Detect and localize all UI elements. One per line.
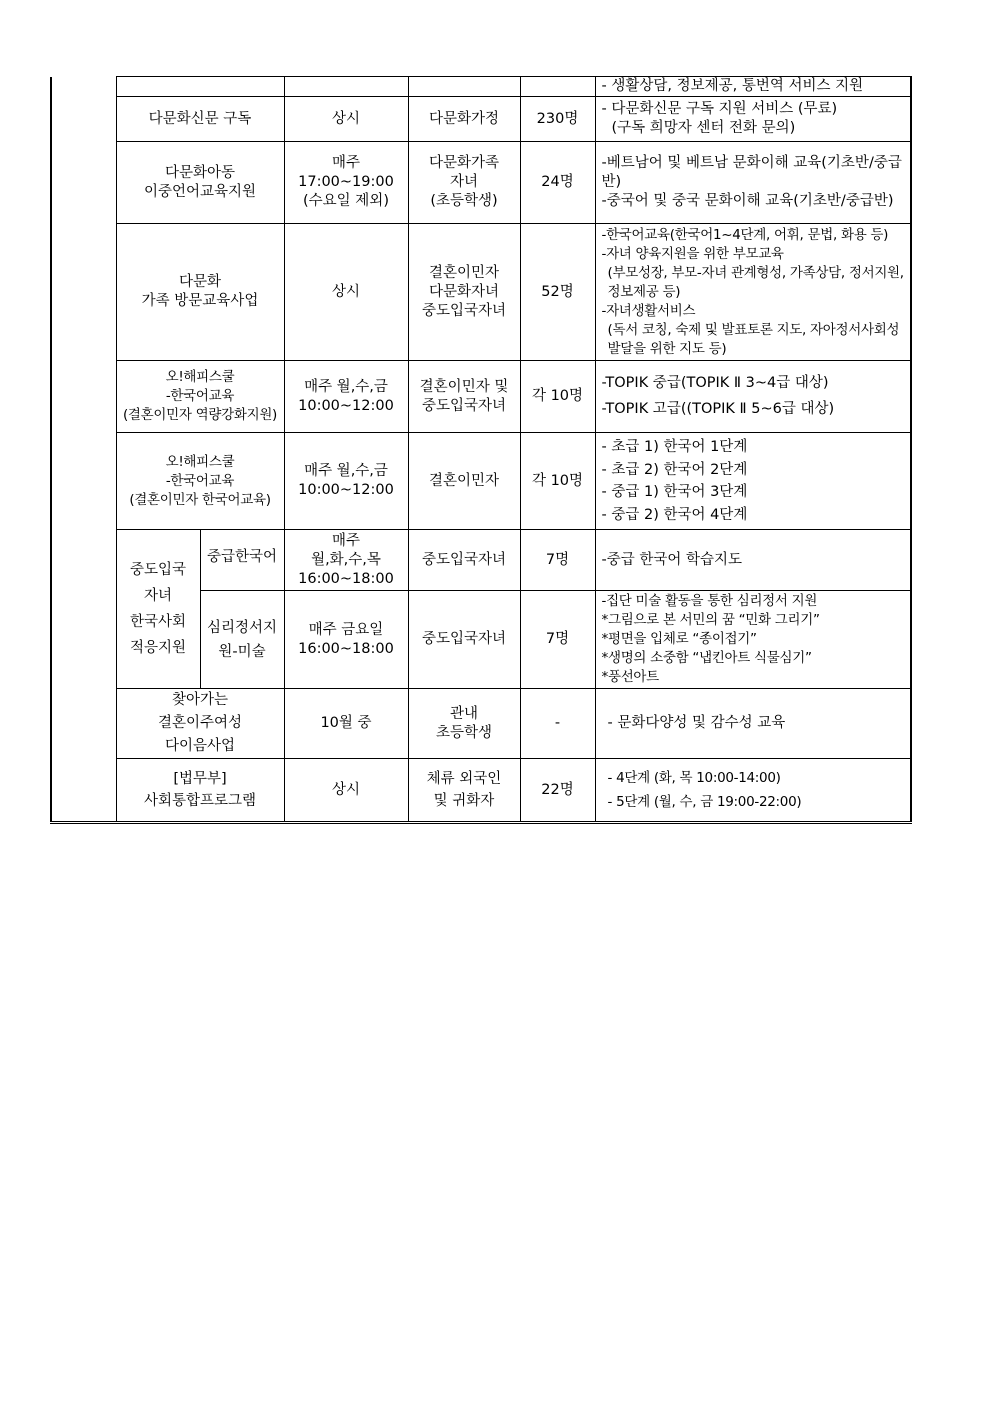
target-line: 초등학생 xyxy=(435,724,493,741)
target-line: (초등학생) xyxy=(430,193,498,209)
content-line: (구독 희망자 센터 전화 문의) xyxy=(611,120,796,136)
schedule-cell xyxy=(284,142,408,224)
target-line: 다문화가정 xyxy=(428,110,500,127)
content-line: - 초급 1) 한국어 1단계 xyxy=(601,439,748,455)
content-line: -한국어교육(한국어1~4단계, 어휘, 문법, 화용 등) xyxy=(601,226,889,243)
table-row xyxy=(51,689,911,759)
schedule-cell xyxy=(284,591,408,689)
quota-cell: 230명 xyxy=(520,97,595,142)
table-row xyxy=(51,97,911,142)
schedule-line: 10:00~12:00 xyxy=(298,482,394,498)
schedule-line: 매주 xyxy=(331,532,360,549)
quota-cell: 7명 xyxy=(520,591,595,689)
content-line: -자녀생활서비스 xyxy=(601,302,696,319)
program-line: 다문화신문 구독 xyxy=(148,110,252,127)
schedule-line: 매주 월,수,금 xyxy=(304,463,388,479)
program-line: [법무부] xyxy=(173,771,227,787)
content-cell xyxy=(595,759,911,823)
target-line: 체류 외국인 xyxy=(426,771,502,787)
program-cell xyxy=(200,530,284,591)
outer-category-cell xyxy=(51,77,116,823)
schedule-line: 매주 월,수,금 xyxy=(304,378,388,395)
content-line: - 다문화신문 구독 지원 서비스 (무료) xyxy=(601,101,838,117)
content-cell xyxy=(595,530,911,591)
group-cell xyxy=(116,530,200,689)
target-line: 다문화가족 xyxy=(428,155,500,171)
content-cell xyxy=(595,361,911,433)
content-line: - 중급 1) 한국어 3단계 xyxy=(601,484,748,500)
target-cell xyxy=(408,689,520,759)
program-line: 원-미술 xyxy=(218,643,266,660)
table-row xyxy=(51,142,911,224)
schedule-line: 10:00~12:00 xyxy=(298,397,394,414)
content-line: - 생활상담, 정보제공, 통번역 서비스 지원 xyxy=(601,78,864,94)
group-line: 한국사회 xyxy=(129,614,187,630)
group-line: 자녀 xyxy=(143,588,172,604)
program-cell xyxy=(116,433,284,530)
content-line: *평면을 입체로 “종이접기” xyxy=(601,631,757,647)
schedule-line: 16:00~18:00 xyxy=(298,570,394,587)
target-cell xyxy=(408,759,520,823)
target-line: 결혼이민자 및 xyxy=(419,378,509,395)
schedule-line: 상시 xyxy=(331,110,360,127)
program-cell xyxy=(116,97,284,142)
quota-cell: 22명 xyxy=(520,759,595,823)
schedule-cell xyxy=(284,224,408,361)
content-line: -집단 미술 활동을 통한 심리정서 지원 xyxy=(601,593,818,609)
table-row xyxy=(51,433,911,530)
content-cell xyxy=(595,433,911,530)
quota-cell: 각 10명 xyxy=(520,433,595,530)
schedule-cell xyxy=(284,77,408,97)
content-line: *생명의 소중함 “냅킨아트 식물심기” xyxy=(601,650,812,666)
content-cell xyxy=(595,689,911,759)
quota-cell: - xyxy=(520,689,595,759)
program-line: 사회통합프로그램 xyxy=(143,793,257,809)
schedule-line: 상시 xyxy=(331,781,360,798)
content-line: -중국어 및 중국 문화이해 교육(기초반/중급반) xyxy=(601,193,894,209)
schedule-line: 상시 xyxy=(331,283,360,300)
schedule-line: 월,화,수,목 xyxy=(311,551,381,568)
program-line: 심리정서지 xyxy=(206,619,278,636)
schedule-cell xyxy=(284,759,408,823)
program-cell xyxy=(200,591,284,689)
target-line: 및 귀화자 xyxy=(433,793,495,809)
program-line: 다문화 xyxy=(178,274,222,290)
quota-cell xyxy=(520,77,595,97)
program-line: 중급한국어 xyxy=(206,549,278,565)
table-row xyxy=(51,530,911,591)
content-cell xyxy=(595,97,911,142)
schedule-line: 매주 xyxy=(331,155,360,171)
content-line: (독서 코칭, 숙제 및 발표토론 지도, 자아정서사회성 발달을 위한 지도 등) xyxy=(607,321,900,357)
content-line: - 5단계 (월, 수, 금 19:00-22:00) xyxy=(607,794,802,810)
target-line: 결혼이민자 xyxy=(428,264,500,281)
quota-cell: 각 10명 xyxy=(520,361,595,433)
content-line: *그림으로 본 서민의 꿈 “민화 그리기” xyxy=(601,612,820,628)
content-line: -자녀 양육지원을 위한 부모교육 xyxy=(601,245,784,262)
program-cell xyxy=(116,689,284,759)
target-cell xyxy=(408,591,520,689)
target-cell xyxy=(408,433,520,530)
program-line: 이중언어교육지원 xyxy=(143,183,257,200)
content-cell xyxy=(595,224,911,361)
content-line: *풍선아트 xyxy=(601,669,659,685)
program-cell xyxy=(116,361,284,433)
content-cell xyxy=(595,77,911,97)
content-line: -TOPIK 고급((TOPIK Ⅱ 5~6급 대상) xyxy=(601,401,835,417)
program-cell xyxy=(116,142,284,224)
content-line: -베트남어 및 베트남 문화이해 교육(기초반/중급반) xyxy=(601,155,902,190)
schedule-cell xyxy=(284,433,408,530)
content-line: (부모성장, 부모-자녀 관계형성, 가족상담, 정서지원, 정보제공 등) xyxy=(607,264,904,300)
table-row xyxy=(51,759,911,823)
program-line: 결혼이주여성 xyxy=(157,715,243,731)
content-line: -중급 한국어 학습지도 xyxy=(601,551,743,568)
content-line: - 4단계 (화, 목 10:00-14:00) xyxy=(607,770,781,786)
content-line: - 초급 2) 한국어 2단계 xyxy=(601,461,748,478)
program-line: (결혼이민자 역량강화지원) xyxy=(122,407,278,423)
program-line: 오!해피스쿨 xyxy=(165,453,235,470)
target-cell xyxy=(408,361,520,433)
table-row xyxy=(51,224,911,361)
schedule-cell xyxy=(284,530,408,591)
target-line: 관내 xyxy=(449,705,478,722)
program-line: 다문화아동 xyxy=(164,164,236,181)
target-cell xyxy=(408,77,520,97)
schedule-cell xyxy=(284,97,408,142)
program-cell xyxy=(116,77,284,97)
program-line: 오!해피스쿨 xyxy=(165,369,235,385)
table-row xyxy=(51,361,911,433)
target-cell xyxy=(408,97,520,142)
quota-cell: 24명 xyxy=(520,142,595,224)
program-line: 찾아가는 xyxy=(171,692,229,708)
target-line: 중도입국자녀 xyxy=(421,397,507,414)
content-line: - 중급 2) 한국어 4단계 xyxy=(601,506,748,523)
target-line: 중도입국자녀 xyxy=(421,302,507,319)
group-line: 적응지원 xyxy=(129,640,187,656)
target-cell xyxy=(408,142,520,224)
schedule-line: 16:00~18:00 xyxy=(298,640,394,657)
program-table xyxy=(50,76,912,824)
program-line: (결혼이민자 한국어교육) xyxy=(129,491,271,508)
group-line: 중도입국 xyxy=(129,562,187,578)
content-line: -TOPIK 중급(TOPIK Ⅱ 3~4급 대상) xyxy=(601,375,829,391)
program-cell xyxy=(116,224,284,361)
program-line: 다이음사업 xyxy=(164,738,236,754)
target-line: 중도입국자녀 xyxy=(421,631,507,647)
program-cell xyxy=(116,759,284,823)
target-line: 결혼이민자 xyxy=(428,472,500,489)
schedule-line: 10월 중 xyxy=(320,715,372,731)
schedule-line: 매주 금요일 xyxy=(308,621,384,638)
target-cell xyxy=(408,530,520,591)
schedule-line: (수요일 제외) xyxy=(303,193,389,209)
content-cell xyxy=(595,591,911,689)
schedule-cell xyxy=(284,689,408,759)
target-line: 다문화자녀 xyxy=(428,283,500,300)
content-cell xyxy=(595,142,911,224)
target-line: 중도입국자녀 xyxy=(421,551,507,568)
quota-cell: 52명 xyxy=(520,224,595,361)
program-line: -한국어교육 xyxy=(165,388,235,404)
target-cell xyxy=(408,224,520,361)
quota-cell: 7명 xyxy=(520,530,595,591)
table-row xyxy=(51,77,911,97)
content-line: - 문화다양성 및 감수성 교육 xyxy=(607,715,786,731)
schedule-line: 17:00~19:00 xyxy=(298,174,394,190)
program-line: -한국어교육 xyxy=(165,472,235,489)
target-line: 자녀 xyxy=(449,174,478,190)
schedule-cell xyxy=(284,361,408,433)
program-line: 가족 방문교육사업 xyxy=(141,293,259,309)
